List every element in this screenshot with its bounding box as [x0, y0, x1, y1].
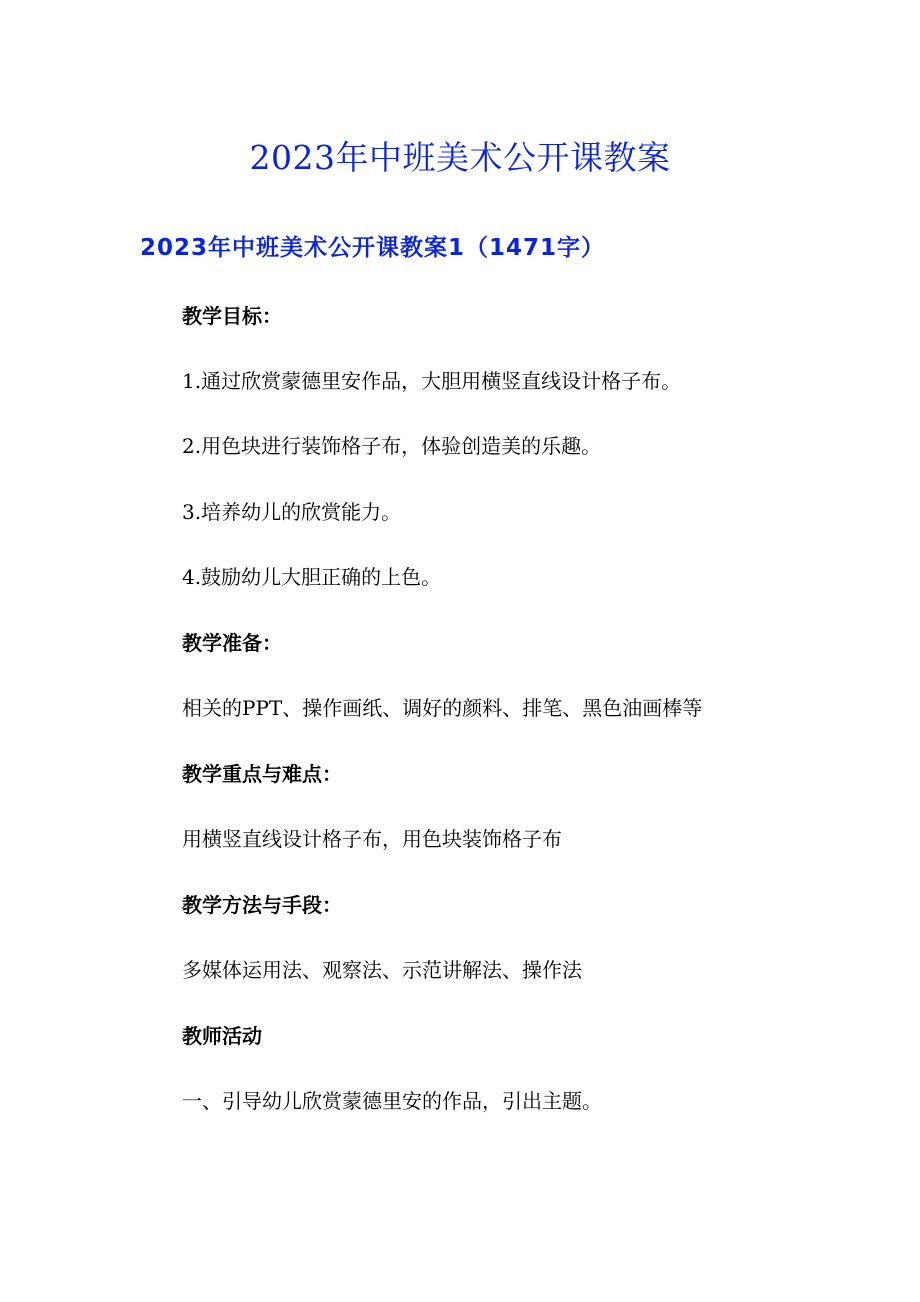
- key-points-text: 用横竖直线设计格子布，用色块装饰格子布: [182, 827, 562, 851]
- heading-teaching-goals: 教学目标：: [182, 304, 282, 328]
- goal-item-2: 2.用色块进行装饰格子布，体验创造美的乐趣。: [182, 434, 602, 458]
- heading-teaching-preparation: 教学准备：: [182, 631, 282, 655]
- heading-teacher-activity: 教师活动: [182, 1024, 262, 1048]
- heading-methods: 教学方法与手段：: [182, 893, 342, 917]
- methods-text: 多媒体运用法、观察法、示范讲解法、操作法: [182, 958, 582, 982]
- preparation-text: 相关的PPT、操作画纸、调好的颜料、排笔、黑色油画棒等: [182, 696, 703, 720]
- activity-step-1: 一、引导幼儿欣赏蒙德里安的作品，引出主题。: [182, 1089, 602, 1113]
- goal-item-3: 3.培养幼儿的欣赏能力。: [182, 500, 402, 524]
- section-title: 2023年中班美术公开课教案1（1471字）: [140, 235, 606, 261]
- document-title: 2023年中班美术公开课教案: [249, 138, 671, 177]
- goal-item-1: 1.通过欣赏蒙德里安作品，大胆用横竖直线设计格子布。: [182, 369, 682, 393]
- goal-item-4: 4.鼓励幼儿大胆正确的上色。: [182, 565, 442, 589]
- heading-key-points: 教学重点与难点：: [182, 762, 342, 786]
